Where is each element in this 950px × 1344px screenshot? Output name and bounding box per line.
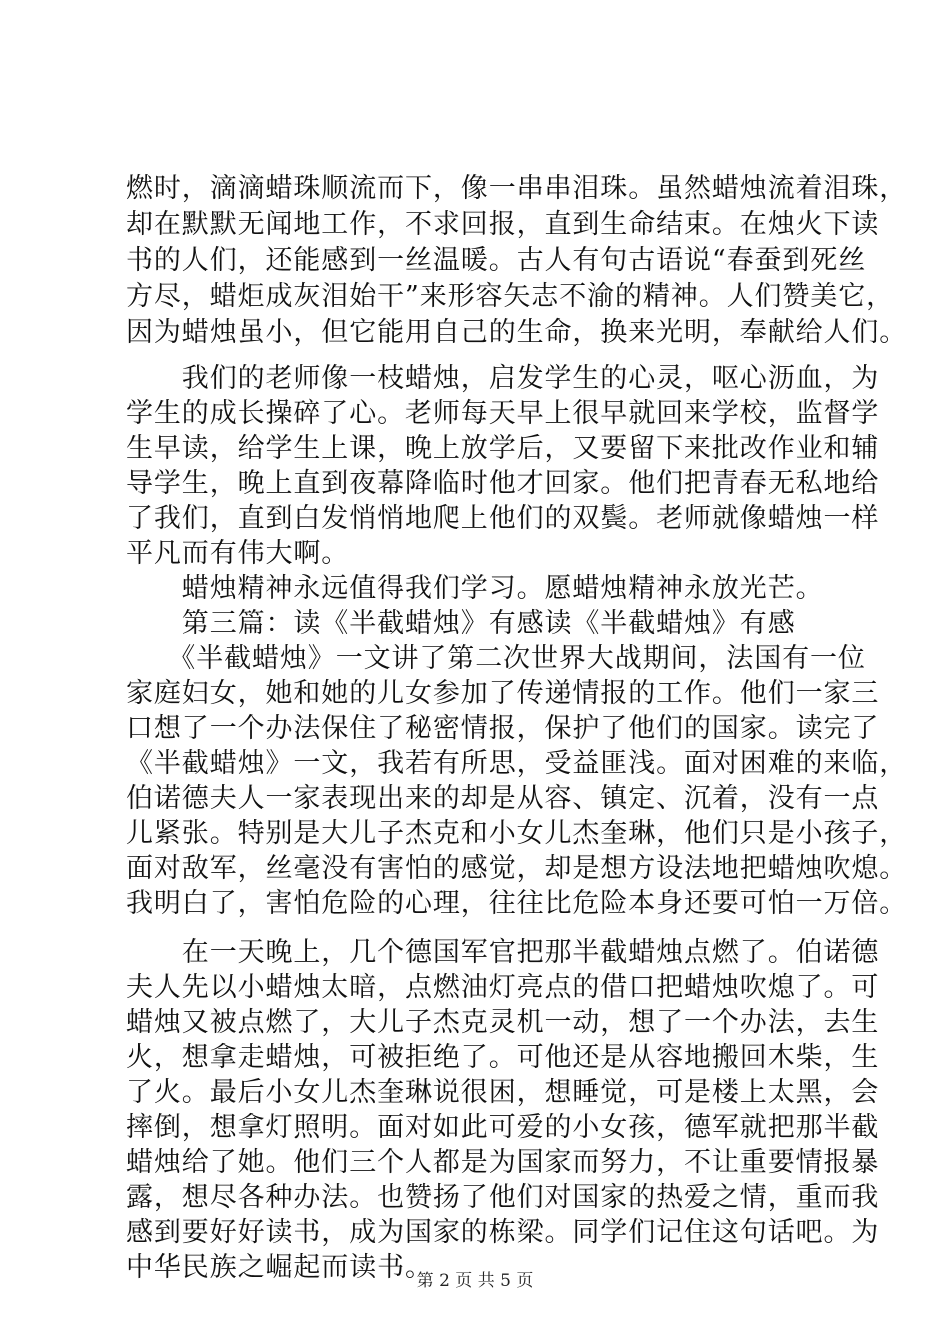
text-line: 《半截蜡烛》一文讲了第二次世界大战期间，法国有一位: [126, 643, 866, 674]
text-line: 却在默默无闻地工作，不求回报，直到生命结束。在烛火下读: [126, 209, 880, 240]
text-line: 露，想尽各种办法。也赞扬了他们对国家的热爱之情，重而我: [126, 1182, 880, 1213]
text-line: 书的人们，还能感到一丝温暖。古人有句古语说“春蚕到死丝: [126, 245, 867, 276]
text-line: 家庭妇女，她和她的儿女参加了传递情报的工作。他们一家三: [126, 678, 880, 709]
text-line: 夫人先以小蜡烛太暗，点燃油灯亮点的借口把蜡烛吹熄了。可: [126, 972, 880, 1003]
text-line: 儿紧张。特别是大儿子杰克和小女儿杰奎琳，他们只是小孩子，: [126, 818, 908, 849]
text-line: 了我们，直到白发悄悄地爬上他们的双鬓。老师就像蜡烛一样: [126, 503, 880, 534]
text-line: 因为蜡烛虽小，但它能用自己的生命，换来光明，奉献给人们。: [126, 317, 908, 348]
text-line: 学生的成长操碎了心。老师每天早上很早就回来学校，监督学: [126, 398, 880, 429]
text-line: 导学生，晚上直到夜幕降临时他才回家。他们把青春无私地给: [126, 468, 880, 499]
text-line: 摔倒，想拿灯照明。面对如此可爱的小女孩，德军就把那半截: [126, 1112, 880, 1143]
text-line: 感到要好好读书，成为国家的栋梁。同学们记住这句话吧。为: [126, 1217, 880, 1248]
text-line: 《半截蜡烛》一文，我若有所思，受益匪浅。面对困难的来临，: [126, 748, 908, 779]
text-line: 蜡烛给了她。他们三个人都是为国家而努力，不让重要情报暴: [126, 1147, 880, 1178]
text-line: 在一天晚上，几个德国军官把那半截蜡烛点燃了。伯诺德: [126, 937, 880, 968]
text-line: 平凡而有伟大啊。: [126, 538, 350, 569]
text-line: 我们的老师像一枝蜡烛，启发学生的心灵，呕心沥血，为: [126, 363, 880, 394]
section-heading: 第三篇：读《半截蜡烛》有感读《半截蜡烛》有感: [126, 608, 796, 639]
text-line: 伯诺德夫人一家表现出来的却是从容、镇定、沉着，没有一点: [126, 783, 880, 814]
text-line: 口想了一个办法保住了秘密情报，保护了他们的国家。读完了: [126, 713, 880, 744]
text-line: 了火。最后小女儿杰奎琳说很困，想睡觉，可是楼上太黑，会: [126, 1077, 880, 1108]
text-line: 方尽，蜡炬成灰泪始干”来形容矢志不渝的精神。人们赞美它，: [126, 281, 895, 312]
text-line: 蜡烛精神永远值得我们学习。愿蜡烛精神永放光芒。: [126, 573, 824, 604]
text-line: 燃时，滴滴蜡珠顺流而下，像一串串泪珠。虽然蜡烛流着泪珠，: [126, 173, 908, 204]
text-line: 中华民族之崛起而读书。: [126, 1252, 433, 1283]
page-number-footer: 第 2 页 共 5 页: [416, 1271, 534, 1291]
text-line: 生早读，给学生上课，晚上放学后，又要留下来批改作业和辅: [126, 433, 880, 464]
text-line: 面对敌军，丝毫没有害怕的感觉，却是想方设法地把蜡烛吹熄。: [126, 853, 908, 884]
text-line: 我明白了，害怕危险的心理，往往比危险本身还要可怕一万倍。: [126, 888, 908, 919]
text-line: 蜡烛又被点燃了，大儿子杰克灵机一动，想了一个办法，去生: [126, 1007, 880, 1038]
text-line: 火，想拿走蜡烛，可被拒绝了。可他还是从容地搬回木柴，生: [126, 1042, 880, 1073]
